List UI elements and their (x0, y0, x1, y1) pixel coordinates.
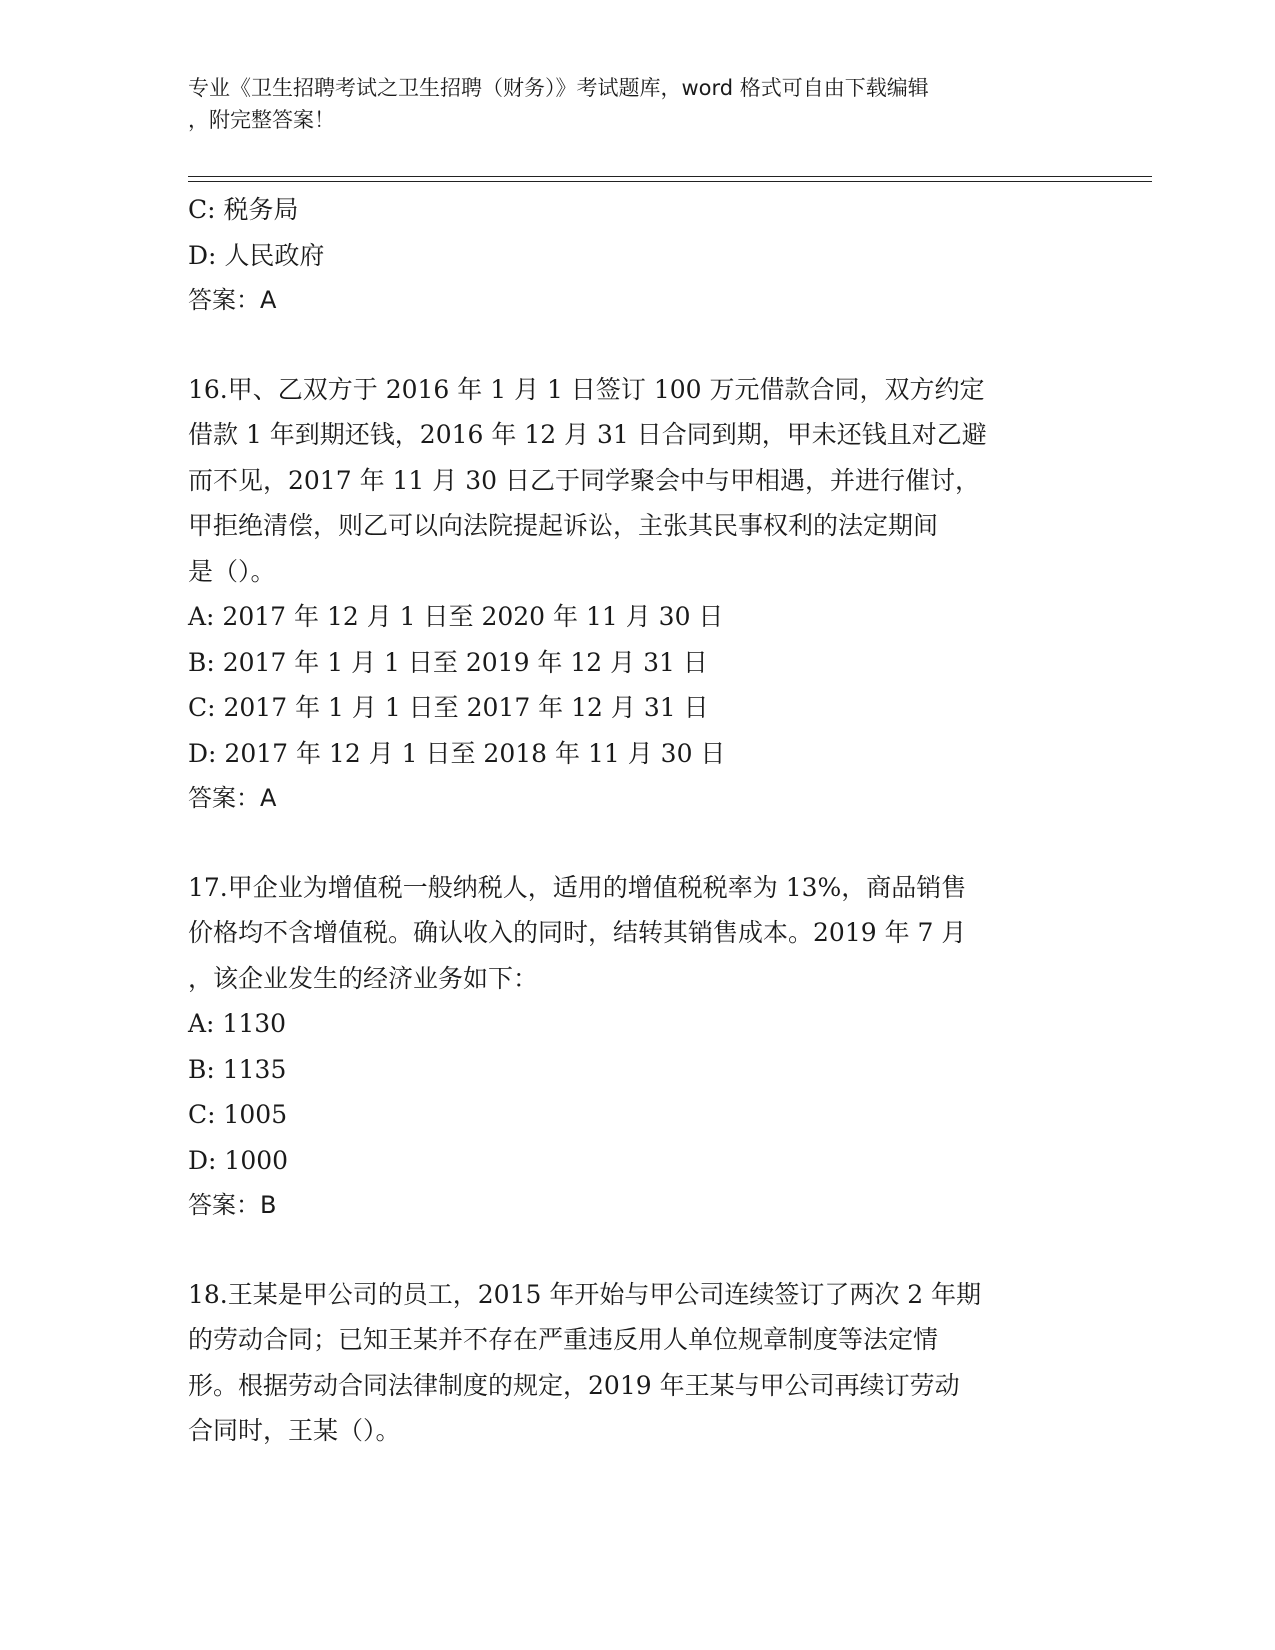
option-c: C: 税务局 (188, 195, 299, 224)
header-divider-bottom (188, 181, 1152, 182)
question-text-line: 而不见，2017 年 11 月 30 日乙于同学聚会中与甲相遇，并进行催讨， (188, 465, 980, 495)
option-b: B: 2017 年 1 月 1 日至 2019 年 12 月 31 日 (188, 647, 708, 677)
option-a: A: 2017 年 12 月 1 日至 2020 年 11 月 30 日 (188, 602, 724, 631)
question-text-line: 18.王某是甲公司的员工，2015 年开始与甲公司连续签订了两次 2 年期 (188, 1279, 982, 1309)
question-text-line: 16.甲、乙双方于 2016 年 1 月 1 日签订 100 万元借款合同，双方约定 (188, 374, 985, 404)
question-17 (188, 865, 1088, 1229)
question-text-line: 合同时，王某（）。 (188, 1416, 401, 1445)
question-list (188, 187, 1088, 1454)
option-c: C: 2017 年 1 月 1 日至 2017 年 12 月 31 日 (188, 693, 709, 722)
question-text-line: 是（）。 (188, 556, 276, 586)
question-text-line: 甲拒绝清偿，则乙可以向法院提起诉讼，主张其民事权利的法定期间 (188, 511, 939, 540)
question-text-line: 的劳动合同；已知王某并不存在严重违反用人单位规章制度等法定情 (188, 1325, 939, 1354)
answer-line: 答案：A (188, 784, 277, 812)
option-d: D: 1000 (188, 1145, 289, 1175)
option-c: C: 1005 (188, 1100, 288, 1129)
question-18 (188, 1272, 1088, 1454)
question-16 (188, 367, 1088, 822)
question-text-line: 形。根据劳动合同法律制度的规定，2019 年王某与甲公司再续订劳动 (188, 1370, 960, 1400)
header-line-1: 专业《卫生招聘考试之卫生招聘（财务）》考试题库，word 格式可自由下载编辑 (188, 76, 929, 100)
option-d: D: 2017 年 12 月 1 日至 2018 年 11 月 30 日 (188, 738, 726, 768)
option-a: A: 1130 (188, 1009, 287, 1038)
question-text-line: ，该企业发生的经济业务如下： (188, 963, 539, 993)
header-divider-top (188, 176, 1152, 177)
question-text-line: 价格均不含增值税。确认收入的同时，结转其销售成本。2019 年 7 月 (188, 918, 967, 947)
document-header (188, 72, 1068, 136)
question-text-line: 借款 1 年到期还钱，2016 年 12 月 31 日合同到期，甲未还钱且对乙避 (188, 420, 987, 449)
answer-line: 答案：B (188, 1191, 277, 1219)
question-15-tail (188, 187, 1088, 324)
answer-line: 答案：A (188, 286, 277, 314)
question-text-line: 17.甲企业为增值税一般纳税人，适用的增值税税率为 13%，商品销售 (188, 872, 967, 902)
option-b: B: 1135 (188, 1054, 287, 1084)
header-line-2: ，附完整答案！ (188, 108, 335, 132)
option-d: D: 人民政府 (188, 240, 325, 270)
